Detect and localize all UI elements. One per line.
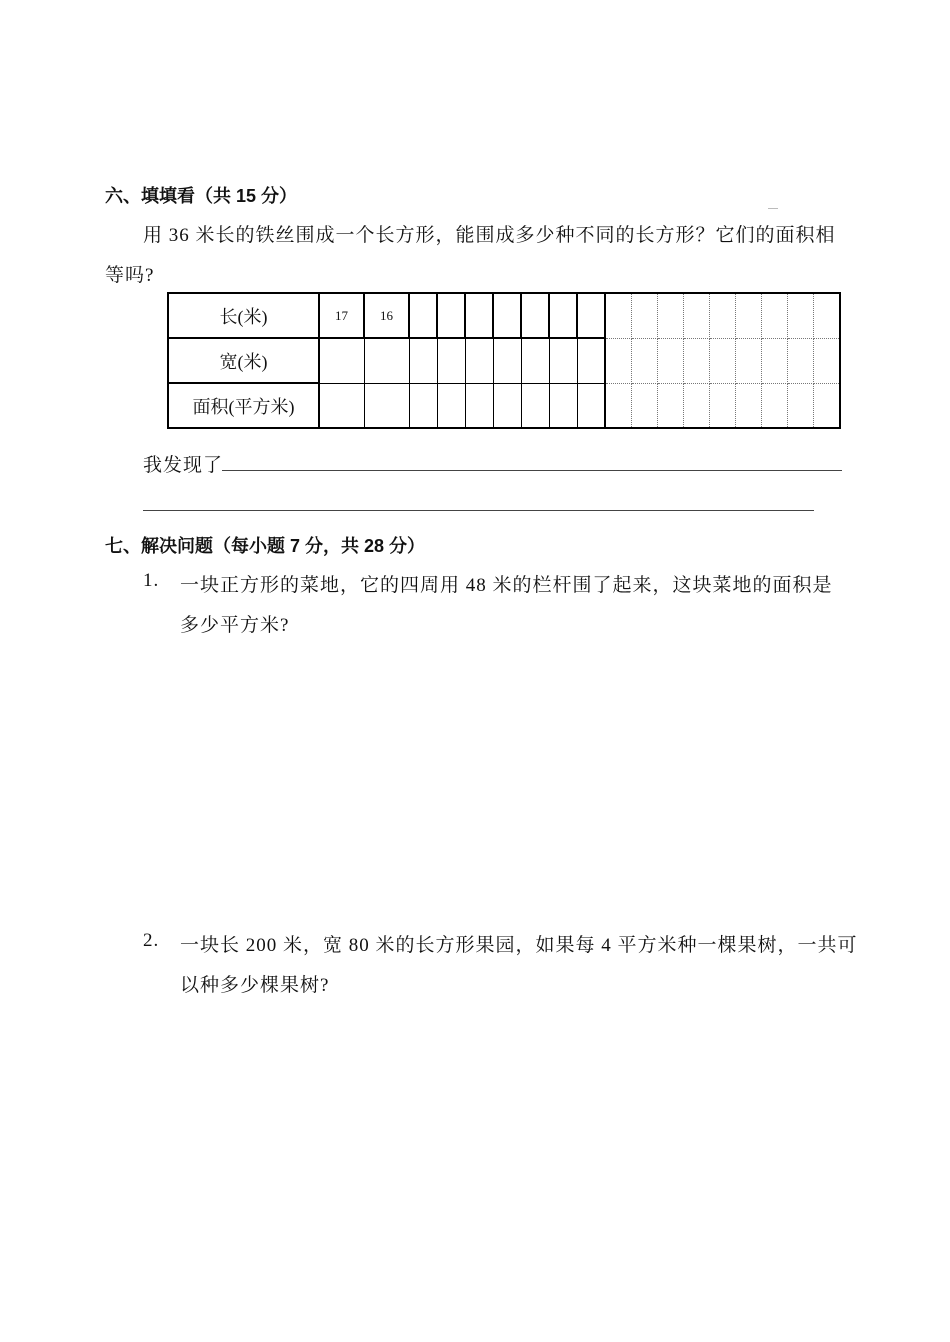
answer-line-2[interactable] xyxy=(143,510,814,511)
area-cell-2[interactable] xyxy=(364,383,409,428)
section-six-title: 六、填填看（共 15 分） xyxy=(105,186,298,206)
width-cell-17[interactable] xyxy=(788,338,814,383)
width-cell-1[interactable] xyxy=(319,338,364,383)
width-cell-15[interactable] xyxy=(736,338,762,383)
area-cell-18[interactable] xyxy=(814,383,841,428)
area-cell-14[interactable] xyxy=(710,383,736,428)
length-cell-2[interactable]: 16 xyxy=(364,293,409,338)
width-cell-2[interactable] xyxy=(364,338,409,383)
row-label-length: 长(米) xyxy=(168,293,319,338)
length-cell-7[interactable] xyxy=(521,293,549,338)
problem-2-line-1: 一块长 200 米，宽 80 米的长方形果园，如果每 4 平方米种一棵果树，一共可 xyxy=(180,935,858,956)
width-cell-6[interactable] xyxy=(493,338,521,383)
area-cell-3[interactable] xyxy=(409,383,437,428)
width-cell-5[interactable] xyxy=(465,338,493,383)
problem-1-line-2: 多少平方米? xyxy=(180,615,290,636)
length-cell-12[interactable] xyxy=(658,293,684,338)
area-cell-17[interactable] xyxy=(788,383,814,428)
area-cell-10[interactable] xyxy=(605,383,632,428)
table-row-area xyxy=(168,383,840,428)
width-cell-9[interactable] xyxy=(577,338,605,383)
found-label: 我发现了 xyxy=(143,455,224,476)
area-cell-1[interactable] xyxy=(319,383,364,428)
area-cell-15[interactable] xyxy=(736,383,762,428)
width-cell-14[interactable] xyxy=(710,338,736,383)
section-seven-title: 七、解决问题（每小题 7 分，共 28 分） xyxy=(105,536,426,556)
question-line-2: 等吗? xyxy=(105,265,155,286)
length-cell-13[interactable] xyxy=(684,293,710,338)
width-cell-13[interactable] xyxy=(684,338,710,383)
width-cell-7[interactable] xyxy=(521,338,549,383)
length-cell-17[interactable] xyxy=(788,293,814,338)
length-cell-4[interactable] xyxy=(437,293,465,338)
area-cell-13[interactable] xyxy=(684,383,710,428)
width-cell-8[interactable] xyxy=(549,338,577,383)
width-cell-10[interactable] xyxy=(605,338,632,383)
length-cell-9[interactable] xyxy=(577,293,605,338)
area-cell-6[interactable] xyxy=(493,383,521,428)
answer-line-1[interactable] xyxy=(222,470,842,471)
problem-1-line-1: 一块正方形的菜地，它的四周用 48 米的栏杆围了起来，这块菜地的面积是 xyxy=(180,575,833,596)
area-cell-5[interactable] xyxy=(465,383,493,428)
width-cell-12[interactable] xyxy=(658,338,684,383)
row-label-width: 宽(米) xyxy=(168,338,319,383)
width-cell-18[interactable] xyxy=(814,338,841,383)
width-cell-11[interactable] xyxy=(632,338,658,383)
length-cell-14[interactable] xyxy=(710,293,736,338)
table-row-length xyxy=(168,293,840,338)
question-line-1: 用 36 米长的铁丝围成一个长方形，能围成多少种不同的长方形？它们的面积相 xyxy=(143,225,836,246)
length-cell-16[interactable] xyxy=(762,293,788,338)
area-cell-9[interactable] xyxy=(577,383,605,428)
area-cell-4[interactable] xyxy=(437,383,465,428)
length-cell-11[interactable] xyxy=(632,293,658,338)
area-cell-7[interactable] xyxy=(521,383,549,428)
problem-1-number: 1. xyxy=(143,570,160,591)
width-cell-4[interactable] xyxy=(437,338,465,383)
length-cell-3[interactable] xyxy=(409,293,437,338)
area-cell-8[interactable] xyxy=(549,383,577,428)
length-cell-8[interactable] xyxy=(549,293,577,338)
table-row-width xyxy=(168,338,840,383)
problem-2-line-2: 以种多少棵果树? xyxy=(180,975,330,996)
length-cell-18[interactable] xyxy=(814,293,841,338)
problem-2-number: 2. xyxy=(143,930,160,951)
length-cell-15[interactable] xyxy=(736,293,762,338)
row-label-area: 面积(平方米) xyxy=(168,383,319,428)
length-cell-1[interactable]: 17 xyxy=(319,293,364,338)
length-cell-6[interactable] xyxy=(493,293,521,338)
area-cell-12[interactable] xyxy=(658,383,684,428)
stray-mark xyxy=(768,208,778,209)
length-cell-5[interactable] xyxy=(465,293,493,338)
width-cell-16[interactable] xyxy=(762,338,788,383)
area-cell-11[interactable] xyxy=(632,383,658,428)
area-cell-16[interactable] xyxy=(762,383,788,428)
width-cell-3[interactable] xyxy=(409,338,437,383)
rectangle-table xyxy=(167,292,841,429)
length-cell-10[interactable] xyxy=(605,293,632,338)
